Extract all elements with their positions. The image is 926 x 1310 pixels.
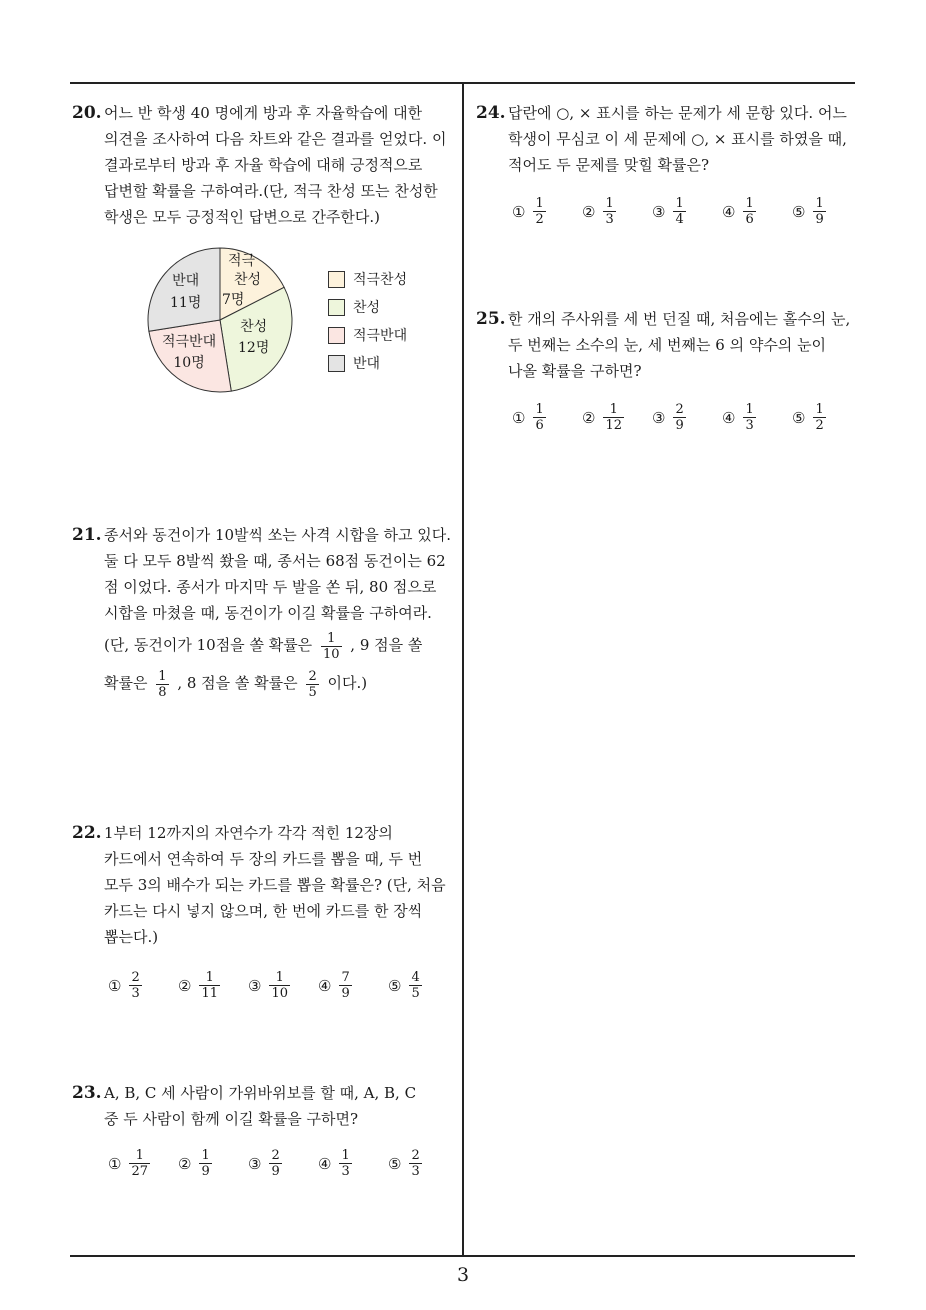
fraction-numerator: 1	[135, 1148, 144, 1163]
fraction	[321, 631, 342, 662]
legend-swatch	[328, 271, 345, 288]
question-23	[72, 1080, 457, 1132]
choice-mark: ⑤	[792, 202, 806, 221]
fraction-denominator: 8	[158, 684, 167, 700]
fraction-denominator: 2	[815, 418, 824, 433]
choice-fraction	[269, 970, 290, 1001]
fraction-numerator: 1	[815, 196, 824, 211]
choice-mark: ①	[108, 976, 122, 995]
answer-choice-1[interactable]	[512, 402, 582, 433]
choice-fraction	[409, 1148, 421, 1179]
legend-label: 적극반대	[353, 328, 408, 344]
choice-fraction	[269, 1148, 281, 1179]
choice-fraction	[129, 970, 141, 1001]
choice-mark: ③	[248, 1154, 262, 1173]
question-text-line: 뽑는다.)	[104, 928, 159, 946]
question-text-line: 시합을 마쳤을 때, 동건이가 이길 확률을 구하여라.	[104, 604, 432, 622]
legend-item	[328, 349, 407, 377]
fraction-denominator: 12	[605, 418, 622, 433]
question-text: 확률은	[104, 674, 148, 692]
legend-item	[328, 265, 407, 293]
fraction-denominator: 6	[745, 212, 754, 227]
choice-fraction	[743, 196, 755, 227]
answer-choice-3[interactable]	[652, 196, 722, 227]
choice-fraction	[533, 402, 545, 433]
answer-choice-1[interactable]	[108, 1148, 178, 1179]
question-20	[72, 100, 457, 230]
legend-label: 적극찬성	[353, 272, 408, 288]
legend-swatch	[328, 327, 345, 344]
answer-choice-5[interactable]	[792, 196, 862, 227]
pie-label-oppose	[170, 272, 201, 313]
answer-choice-5[interactable]	[792, 402, 862, 433]
pie-label-agree	[238, 318, 269, 358]
fraction-numerator: 1	[275, 970, 284, 985]
question-text-line: 학생이 무심코 이 세 문제에 ○, × 표시를 하였을 때,	[508, 130, 847, 148]
fraction-numerator: 1	[205, 970, 214, 985]
question-text-line: 둘 다 모두 8발씩 쐈을 때, 종서는 68점 동건이는 62	[104, 552, 446, 570]
question-text-line: 결과로부터 방과 후 자율 학습에 대해 긍정적으로	[104, 156, 423, 174]
pie-label-value: 7명	[222, 292, 245, 308]
pie-label-value: 11명	[170, 295, 202, 311]
legend-label: 반대	[353, 356, 381, 372]
choice-mark: ④	[722, 202, 736, 221]
question-text: (단, 동건이가 10점을 쏠 확률은	[104, 636, 313, 654]
choice-mark: ⑤	[388, 1154, 402, 1173]
choice-mark: ③	[652, 408, 666, 427]
choice-mark: ⑤	[792, 408, 806, 427]
answer-choices	[512, 196, 862, 227]
pie-label-text: 반대	[172, 273, 200, 289]
question-text: , 9 점을 쏠	[350, 636, 423, 654]
answer-choice-5[interactable]	[388, 970, 458, 1001]
question-22	[72, 820, 457, 950]
fraction-numerator: 2	[308, 668, 317, 684]
answer-choice-2[interactable]	[582, 402, 652, 433]
choice-fraction	[199, 970, 220, 1001]
question-text-line: 종서와 동건이가 10발씩 쏘는 사격 시합을 하고 있다.	[104, 526, 452, 544]
choice-mark: ⑤	[388, 976, 402, 995]
question-number: 20.	[72, 103, 102, 123]
choice-fraction	[339, 1148, 351, 1179]
fraction-numerator: 1	[605, 196, 614, 211]
question-text: , 8 점을 쏠 확률은	[177, 674, 298, 692]
question-number: 23.	[72, 1083, 102, 1103]
answer-choice-5[interactable]	[388, 1148, 458, 1179]
question-number: 21.	[72, 525, 102, 545]
fraction-denominator: 3	[341, 1164, 350, 1179]
choice-mark: ②	[178, 976, 192, 995]
fraction-denominator: 9	[815, 212, 824, 227]
pie-label-strong-agree	[222, 252, 261, 310]
pie-label-text: 찬성	[240, 319, 268, 335]
fraction-denominator: 3	[411, 1164, 420, 1179]
choice-mark: ②	[178, 1154, 192, 1173]
fraction-numerator: 1	[609, 402, 618, 417]
choice-fraction	[199, 1148, 211, 1179]
question-text-line: 두 번째는 소수의 눈, 세 번째는 6 의 약수의 눈이	[508, 336, 827, 354]
question-text-line: 의견을 조사하여 다음 차트와 같은 결과를 얻었다. 이	[104, 130, 447, 148]
answer-choice-1[interactable]	[512, 196, 582, 227]
fraction-numerator: 1	[535, 402, 544, 417]
question-text-line: 답란에 ○, × 표시를 하는 문제가 세 문항 있다. 어느	[508, 104, 847, 122]
answer-choice-4[interactable]	[318, 970, 388, 1001]
choice-mark: ①	[512, 408, 526, 427]
fraction-numerator: 1	[745, 196, 754, 211]
choice-fraction	[813, 402, 825, 433]
choice-fraction	[533, 196, 545, 227]
choice-mark: ①	[512, 202, 526, 221]
choice-mark: ②	[582, 202, 596, 221]
fraction-denominator: 5	[308, 684, 317, 700]
page-number: 3	[456, 1264, 470, 1286]
choice-mark: ④	[318, 976, 332, 995]
question-text-line: A, B, C 세 사람이 가위바위보를 할 때, A, B, C	[104, 1084, 417, 1102]
answer-choice-3[interactable]	[248, 1148, 318, 1179]
answer-choice-3[interactable]	[248, 970, 318, 1001]
legend-item	[328, 293, 407, 321]
pie-label-value: 10명	[173, 355, 205, 371]
answer-choices	[512, 402, 862, 433]
question-number: 25.	[476, 309, 506, 329]
question-text-line: 어느 반 학생 40 명에게 방과 후 자율학습에 대한	[104, 104, 423, 122]
fraction-numerator: 1	[745, 402, 754, 417]
choice-fraction	[603, 402, 624, 433]
question-24	[476, 100, 861, 178]
choice-fraction	[129, 1148, 150, 1179]
question-text-line: 모두 3의 배수가 되는 카드를 뽑을 확률은? (단, 처음	[104, 876, 446, 894]
question-text-line: 적어도 두 문제를 맞힐 확률은?	[508, 156, 709, 174]
choice-fraction	[743, 402, 755, 433]
pie-label-text: 적극반대	[162, 334, 217, 350]
question-text-line: 중 두 사람이 함께 이길 확률을 구하면?	[104, 1110, 359, 1128]
fraction-numerator: 1	[535, 196, 544, 211]
pie-label-text: 적극	[228, 253, 256, 269]
question-text-line: 한 개의 주사위를 세 번 던질 때, 처음에는 홀수의 눈,	[508, 310, 851, 328]
chart-legend	[328, 265, 407, 377]
answer-choices	[108, 970, 458, 1001]
question-text-line: 카드에서 연속하여 두 장의 카드를 뽑을 때, 두 번	[104, 850, 423, 868]
question-text-line: 학생은 모두 긍정적인 답변으로 간주한다.)	[104, 208, 381, 226]
answer-choice-3[interactable]	[652, 402, 722, 433]
choice-mark: ④	[722, 408, 736, 427]
fraction-denominator: 27	[131, 1164, 148, 1179]
question-number: 22.	[72, 823, 102, 843]
choice-mark: ①	[108, 1154, 122, 1173]
question-21	[72, 522, 457, 702]
fraction-numerator: 1	[158, 668, 167, 684]
fraction-denominator: 9	[271, 1164, 280, 1179]
choice-fraction	[673, 402, 685, 433]
question-text-line: 점 이었다. 종서가 마지막 두 발을 쏜 뒤, 80 점으로	[104, 578, 437, 596]
fraction-denominator: 11	[201, 986, 218, 1001]
fraction-numerator: 1	[815, 402, 824, 417]
fraction-denominator: 9	[201, 1164, 210, 1179]
column-divider	[462, 82, 464, 1256]
pie-label-value: 12명	[238, 340, 270, 356]
pie-chart	[140, 240, 300, 400]
choice-fraction	[813, 196, 825, 227]
choice-fraction	[409, 970, 421, 1001]
fraction-numerator: 1	[201, 1148, 210, 1163]
pie-label-strong-oppose	[162, 333, 216, 373]
question-text-line: 카드는 다시 넣지 않으며, 한 번에 카드를 한 장씩	[104, 902, 423, 920]
fraction	[306, 669, 318, 700]
fraction-numerator: 1	[341, 1148, 350, 1163]
question-text-line	[104, 664, 457, 702]
question-text-line	[104, 626, 457, 664]
fraction-denominator: 5	[411, 986, 420, 1001]
fraction-denominator: 9	[341, 986, 350, 1001]
answer-choice-2[interactable]	[178, 1148, 248, 1179]
choice-mark: ③	[248, 976, 262, 995]
answer-choice-4[interactable]	[318, 1148, 388, 1179]
question-text: 이다.)	[327, 674, 368, 692]
answer-choice-2[interactable]	[178, 970, 248, 1001]
fraction-numerator: 2	[411, 1148, 420, 1163]
question-number: 24.	[476, 103, 506, 123]
fraction-denominator: 9	[675, 418, 684, 433]
fraction-denominator: 2	[535, 212, 544, 227]
fraction-denominator: 3	[605, 212, 614, 227]
fraction-numerator: 1	[675, 196, 684, 211]
choice-fraction	[339, 970, 351, 1001]
fraction-denominator: 3	[131, 986, 140, 1001]
fraction-denominator: 10	[322, 646, 340, 662]
choice-mark: ③	[652, 202, 666, 221]
question-text-line: 1부터 12까지의 자연수가 각각 적힌 12장의	[104, 824, 393, 842]
question-25	[476, 306, 861, 384]
legend-label: 찬성	[353, 300, 381, 316]
pie-label-text: 찬성	[234, 272, 262, 288]
fraction-numerator: 1	[327, 630, 336, 646]
choice-mark: ④	[318, 1154, 332, 1173]
question-text-line: 답변할 확률을 구하여라.(단, 적극 찬성 또는 찬성한	[104, 182, 438, 200]
fraction-numerator: 4	[411, 970, 420, 985]
fraction-numerator: 7	[341, 970, 350, 985]
fraction-numerator: 2	[271, 1148, 280, 1163]
choice-fraction	[603, 196, 615, 227]
fraction-numerator: 2	[675, 402, 684, 417]
answer-choice-4[interactable]	[722, 196, 792, 227]
fraction-denominator: 3	[745, 418, 754, 433]
legend-item	[328, 321, 407, 349]
answer-choice-2[interactable]	[582, 196, 652, 227]
fraction-numerator: 2	[131, 970, 140, 985]
answer-choice-1[interactable]	[108, 970, 178, 1001]
legend-swatch	[328, 299, 345, 316]
answer-choices	[108, 1148, 458, 1179]
choice-fraction	[673, 196, 685, 227]
fraction-denominator: 10	[271, 986, 288, 1001]
bottom-rule	[70, 1255, 855, 1257]
answer-choice-4[interactable]	[722, 402, 792, 433]
fraction-denominator: 6	[535, 418, 544, 433]
fraction-denominator: 4	[675, 212, 684, 227]
fraction	[156, 669, 168, 700]
choice-mark: ②	[582, 408, 596, 427]
question-text-line: 나올 확률을 구하면?	[508, 362, 642, 380]
legend-swatch	[328, 355, 345, 372]
